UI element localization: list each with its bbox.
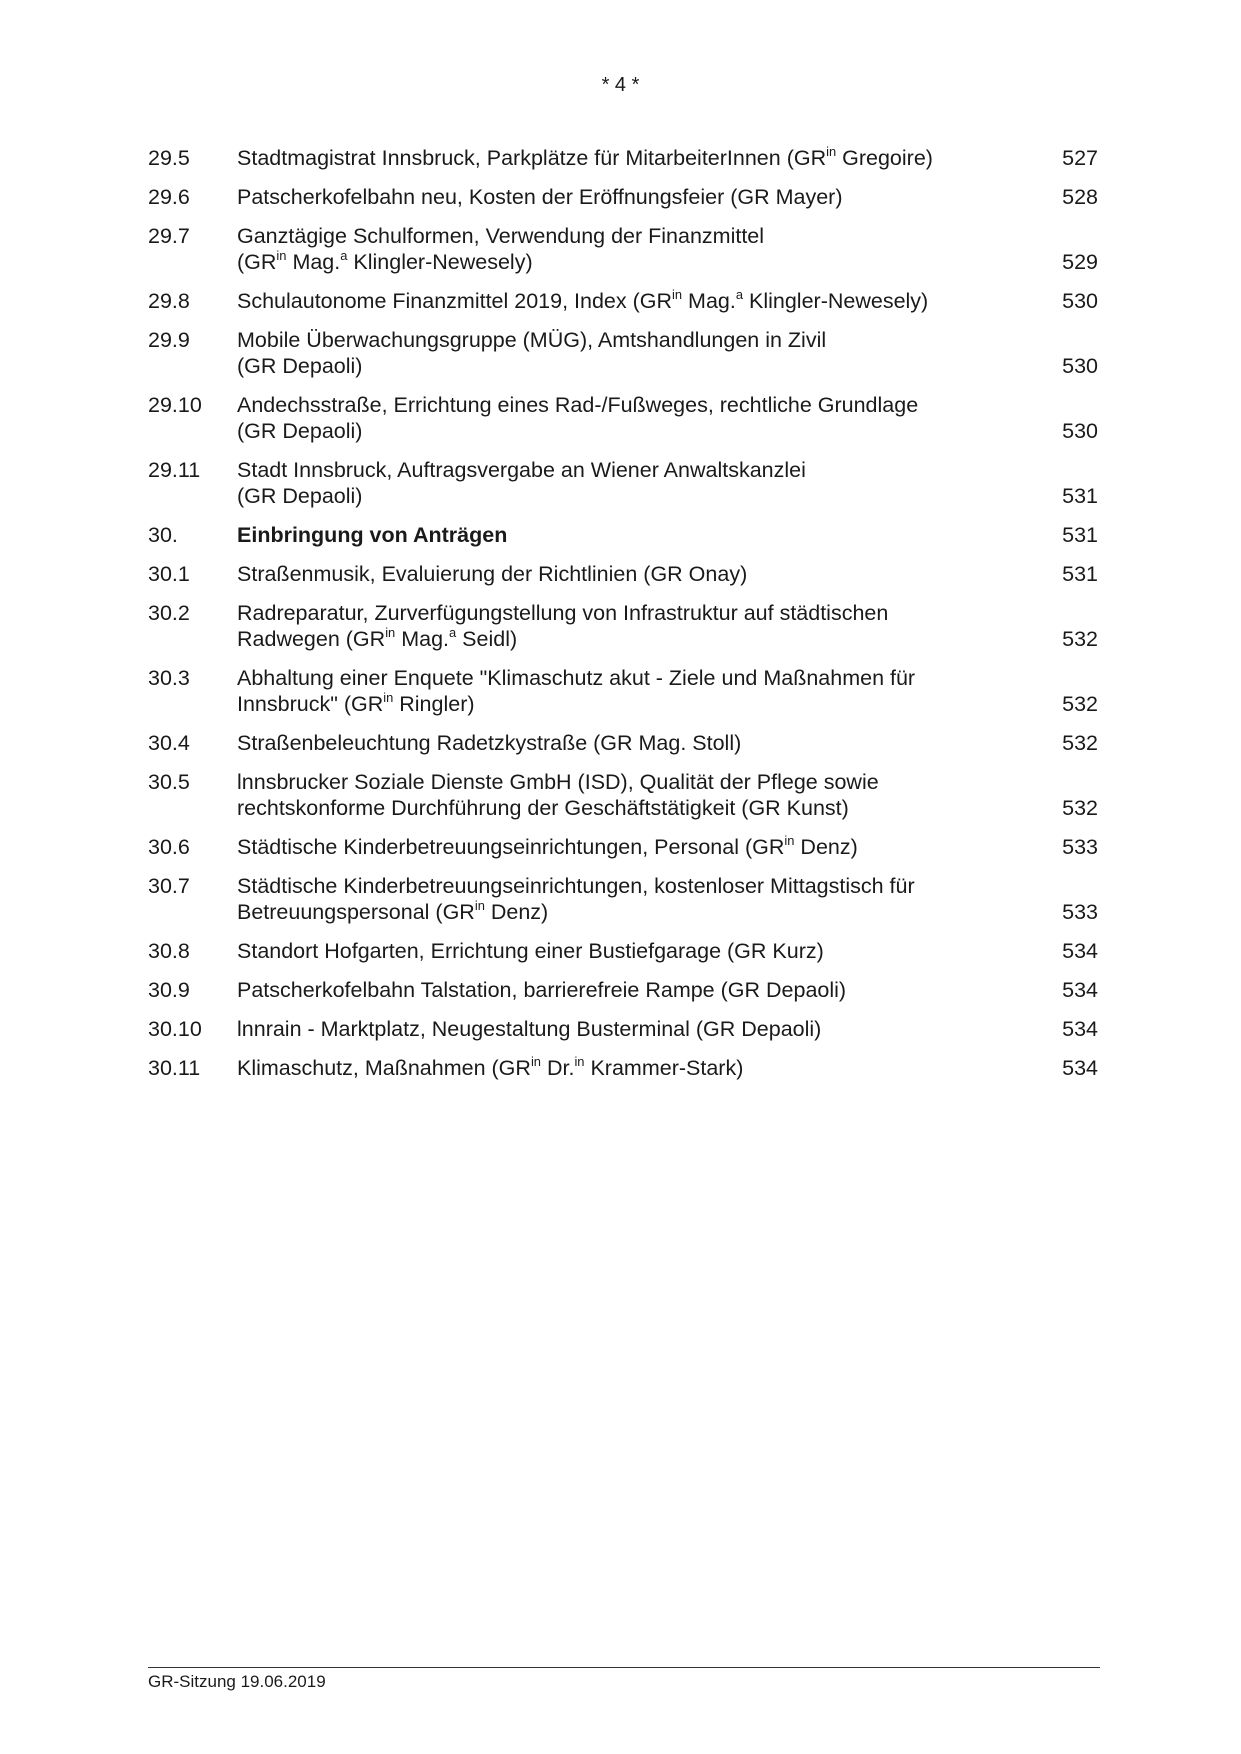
toc-entry	[148, 730, 1098, 756]
footer-session-date: GR-Sitzung 19.06.2019	[148, 1672, 326, 1691]
toc-entry-title-line: Radwegen ($GR^{in}$ Mag.$^a$ Seidl)	[237, 624, 518, 651]
toc-entry-number: 30.6	[148, 835, 190, 859]
toc-entry-title-line: Straßenbeleuchtung Radetzkystraße (GR Mag. Stoll)	[237, 731, 742, 755]
page-number: * 4 *	[601, 74, 640, 96]
toc-entry-title	[237, 873, 1048, 925]
toc-entry-number: 30.10	[148, 1017, 202, 1041]
toc-entry-page: 532	[1062, 796, 1098, 820]
toc-entry	[148, 457, 1098, 509]
toc-entry-page: 531	[1062, 523, 1098, 547]
toc-entry	[148, 834, 1098, 860]
toc-entry	[148, 392, 1098, 444]
toc-entry	[148, 327, 1098, 379]
toc-entry-title	[237, 1016, 1048, 1042]
toc-entry-page: 530	[1062, 289, 1098, 313]
toc-entry-title	[237, 977, 1048, 1003]
toc-entry-title-line: Ganztägige Schulformen, Verwendung der Finanzmittel	[237, 224, 765, 248]
toc-entry-page: 534	[1062, 939, 1098, 963]
toc-entry-number: 29.7	[148, 224, 190, 248]
toc-entry-title	[237, 834, 1048, 860]
toc-entry-title	[237, 392, 1048, 444]
toc-entry-page: 530	[1062, 419, 1098, 443]
toc-entry	[148, 938, 1098, 964]
toc-entry-title	[237, 665, 1048, 717]
toc-entry	[148, 561, 1098, 587]
toc-entry-number: 30.9	[148, 978, 190, 1002]
toc-entry-number: 29.11	[148, 458, 201, 482]
toc-entry-title-line: (GR Depaoli)	[237, 354, 363, 378]
toc-entry-number: 29.6	[148, 185, 190, 209]
toc-entry	[148, 600, 1098, 652]
toc-entry-title	[237, 561, 1048, 587]
toc-entry-number: 30.8	[148, 939, 190, 963]
toc-entry-page: 532	[1062, 692, 1098, 716]
toc-entry-title-line: (GR Depaoli)	[237, 419, 363, 443]
toc-entry-number: 29.8	[148, 289, 190, 313]
toc-entry-title-line: Städtische Kinderbetreuungseinrichtungen, kostenloser Mittagstisch für	[237, 874, 915, 898]
toc-entry-title-line: Mobile Überwachungsgruppe (MÜG), Amtshandlungen in Zivil	[237, 328, 827, 352]
toc-entry-title-line: ($GR^{in}$ Mag.$^a$ Klingler-Newesely)	[237, 247, 533, 274]
footer-divider	[148, 1667, 1100, 1668]
toc-entry-number: 30.2	[148, 601, 190, 625]
toc-entry-page: 532	[1062, 627, 1098, 651]
toc-entry-title-line: Innsbruck" ($GR^{in}$ Ringler)	[237, 689, 475, 716]
toc-entry-title	[237, 184, 1048, 210]
toc-entry-page: 531	[1062, 562, 1098, 586]
toc-entry-page: 531	[1062, 484, 1098, 508]
toc-entry-page: 534	[1062, 978, 1098, 1002]
toc-entry-page: 529	[1062, 250, 1098, 274]
toc-entry-title-line: Standort Hofgarten, Errichtung einer Bustiefgarage (GR Kurz)	[237, 939, 824, 963]
toc-entry-title	[237, 730, 1048, 756]
toc-entry	[148, 665, 1098, 717]
toc-entry-number: 30.1	[148, 562, 190, 586]
toc-entry-title-line: Patscherkofelbahn Talstation, barrierefreie Rampe (GR Depaoli)	[237, 978, 847, 1002]
toc-entry-number: 29.5	[148, 146, 190, 170]
toc-entry-title	[237, 600, 1048, 652]
toc-entry-page: 532	[1062, 731, 1098, 755]
toc-entry-title-line: Schulautonome Finanzmittel 2019, Index ($GR^{in}$ Mag.$^a$ Klingler-Newesely)	[237, 286, 929, 313]
toc-entry-title-line: lnnrain - Marktplatz, Neugestaltung Busterminal (GR Depaoli)	[237, 1017, 822, 1041]
toc-entry-number: 30.11	[148, 1056, 201, 1080]
toc-entry-title	[237, 145, 1048, 171]
toc-entry-title-line: Straßenmusik, Evaluierung der Richtlinien (GR Onay)	[237, 562, 748, 586]
toc-entry-number: 30.	[148, 523, 178, 547]
toc-entry-title-line: Radreparatur, Zurverfügungstellung von Infrastruktur auf städtischen	[237, 601, 889, 625]
toc-entry-title	[237, 223, 1048, 275]
toc-entry-title-line: lnnsbrucker Soziale Dienste GmbH (ISD), Qualität der Pflege sowie	[237, 770, 879, 794]
toc-entry-title	[237, 1055, 1048, 1081]
toc-entry-number: 30.7	[148, 874, 190, 898]
toc-entry-page: 533	[1062, 835, 1098, 859]
toc-entry	[148, 184, 1098, 210]
toc-entry	[148, 977, 1098, 1003]
toc-entry-number: 30.4	[148, 731, 190, 755]
toc-entry-title	[237, 769, 1048, 821]
toc-entry-title	[237, 288, 1048, 314]
toc-entry-title	[237, 522, 1048, 548]
toc-entry-title-line: Patscherkofelbahn neu, Kosten der Eröffnungsfeier (GR Mayer)	[237, 185, 843, 209]
toc-entry-page: 534	[1062, 1017, 1098, 1041]
toc-entry-title-line: Städtische Kinderbetreuungseinrichtungen, Personal ($GR^{in}$ Denz)	[237, 832, 858, 859]
table-of-contents	[148, 145, 1098, 1094]
toc-entry-title-line: (GR Depaoli)	[237, 484, 363, 508]
toc-entry	[148, 873, 1098, 925]
toc-entry-page: 530	[1062, 354, 1098, 378]
toc-entry	[148, 1055, 1098, 1081]
toc-entry-title	[237, 327, 1048, 379]
toc-entry-title-line: Abhaltung einer Enquete "Klimaschutz akut - Ziele und Maßnahmen für	[237, 666, 916, 690]
toc-entry-number: 30.3	[148, 666, 190, 690]
toc-entry-title	[237, 457, 1048, 509]
toc-entry-title-line: Stadt Innsbruck, Auftragsvergabe an Wiener Anwaltskanzlei	[237, 458, 806, 482]
toc-entry	[148, 288, 1098, 314]
toc-entry-page: 528	[1062, 185, 1098, 209]
toc-entry-page: 533	[1062, 900, 1098, 924]
toc-entry	[148, 522, 1098, 548]
toc-entry-number: 29.10	[148, 393, 202, 417]
toc-entry-page: 534	[1062, 1056, 1098, 1080]
toc-entry-title-line: rechtskonforme Durchführung der Geschäftstätigkeit (GR Kunst)	[237, 796, 849, 820]
toc-entry-number: 30.5	[148, 770, 190, 794]
toc-entry-title	[237, 938, 1048, 964]
toc-entry	[148, 769, 1098, 821]
toc-entry	[148, 145, 1098, 171]
toc-entry-title-line: Stadtmagistrat Innsbruck, Parkplätze für MitarbeiterInnen ($GR^{in}$ Gregoire)	[237, 143, 933, 170]
toc-entry-title-line: Klimaschutz, Maßnahmen ($GR^{in}$ Dr.$^{in}$ Krammer-Stark)	[237, 1053, 744, 1080]
toc-entry-title-line: Andechsstraße, Errichtung eines Rad-/Fußweges, rechtliche Grundlage	[237, 393, 919, 417]
toc-entry-number: 29.9	[148, 328, 190, 352]
toc-entry	[148, 1016, 1098, 1042]
toc-entry-page: 527	[1062, 146, 1098, 170]
toc-entry-title-line: Betreuungspersonal ($GR^{in}$ Denz)	[237, 897, 549, 924]
toc-entry-title-line: Einbringung von Anträgen	[237, 523, 508, 547]
toc-entry	[148, 223, 1098, 275]
